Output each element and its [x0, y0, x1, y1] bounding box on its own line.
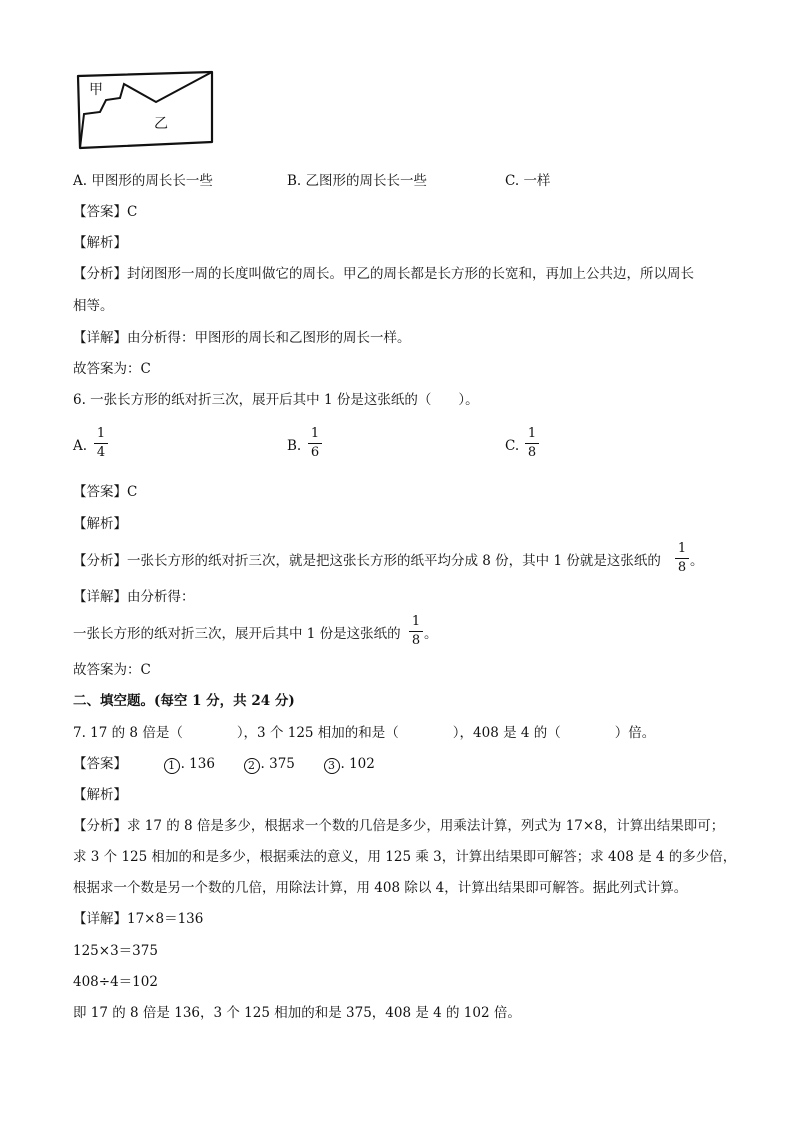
q6-line-frac [409, 615, 423, 648]
q5-analysis-title: 【解析】 [73, 235, 127, 251]
q7-xiangjie-tag: 【详解】 [73, 911, 127, 927]
q5-option-a-letter: A. [73, 173, 88, 189]
q6-option-c-den: 8 [527, 445, 537, 460]
q7-calc2: 125×3＝375 [73, 943, 158, 959]
q5-xiangjie-text: 由分析得：甲图形的周长和乙图形的周长一样。 [127, 330, 411, 346]
q6-option-a-frac [94, 427, 108, 460]
q6-option-a-letter: A. [73, 438, 88, 454]
q6-answer-tag: 【答案】 [73, 484, 127, 500]
q7-fenxi-line3: 根据求一个数是另一个数的几倍，用除法计算，用 408 除以 4，计算出结果即可解答。据此列式计算。 [73, 880, 688, 896]
q7-fenxi-line2: 求 3 个 125 相加的和是多少，根据乘法的意义，用 125 乘 3，计算出结果即可解答；求 408 是 4 的多少倍， [73, 849, 737, 865]
q7-answer-mark-2: 2 [244, 758, 260, 774]
q6-final: 故答案为：C [73, 662, 151, 678]
q6-xiangjie-tag: 【详解】 [73, 589, 127, 605]
q7-xiangjie [73, 910, 203, 928]
q5-option-a-text: 甲图形的周长长一些 [91, 173, 213, 189]
q5-answer-tag: 【答案】 [73, 204, 127, 220]
q7-analysis-title: 【解析】 [73, 787, 127, 803]
q6-option-b-frac [308, 427, 322, 460]
q6-analysis-title: 【解析】 [73, 516, 127, 532]
label-yi: 乙 [154, 116, 168, 132]
q6-line-frac-num: 1 [411, 614, 421, 629]
q6-line-frac-den: 8 [411, 633, 421, 648]
section2-title: 二、填空题。(每空 1 分，共 24 分) [73, 693, 295, 709]
q6-option-c-num: 1 [527, 426, 537, 441]
q6-answer-value: C [127, 484, 138, 500]
q5-option-b [287, 172, 427, 190]
q6-fenxi-text: 一张长方形的纸对折三次，就是把这张长方形的纸平均分成 8 份，其中 1 份就是这张纸的 [127, 553, 661, 569]
q5-fenxi-tag: 【分析】 [73, 266, 127, 282]
q6-xiangjie [73, 588, 195, 606]
label-jia: 甲 [89, 82, 103, 98]
q6-option-c-frac [525, 427, 539, 460]
q5-option-c-text: 一样 [523, 173, 551, 189]
q7-answer-mark-1: 1 [164, 758, 180, 774]
q7-answer-2: . 375 [260, 756, 295, 772]
q6-option-b-letter: B. [287, 438, 302, 454]
q7-calc1: 17×8＝136 [127, 911, 204, 927]
q5-xiangjie-tag: 【详解】 [73, 330, 127, 346]
q6-xiangjie-text: 由分析得： [127, 589, 195, 605]
q7-answer-1: . 136 [180, 756, 215, 772]
q5-option-b-letter: B. [287, 173, 302, 189]
q7-answer-mark-3: 3 [324, 758, 340, 774]
q5-xiangjie [73, 329, 411, 347]
q6-fenxi-frac-num: 1 [677, 541, 687, 556]
q6-option-c-letter: C. [505, 438, 520, 454]
q6-fenxi-frac [675, 542, 689, 575]
q5-fenxi-line1 [73, 265, 694, 283]
q7-answer-tag: 【答案】 [73, 756, 127, 772]
q5-answer-value: C [127, 204, 138, 220]
q5-option-c-letter: C. [505, 173, 520, 189]
q6-option-a-den: 4 [96, 445, 106, 460]
q6-answer [73, 483, 137, 501]
q7-fenxi-text1: 求 17 的 8 倍是多少，根据求一个数的几倍是多少，用乘法计算，列式为 17×8，计算出结果即可； [127, 818, 725, 834]
q6-fenxi-tag: 【分析】 [73, 553, 127, 569]
q7-fenxi-line1 [73, 817, 724, 835]
q6-fenxi [73, 552, 661, 570]
q5-option-b-text: 乙图形的周长长一些 [305, 173, 428, 189]
q7-calc3: 408÷4＝102 [73, 974, 158, 990]
q6-fenxi-frac-den: 8 [677, 560, 687, 575]
q7-summary: 即 17 的 8 倍是 136，3 个 125 相加的和是 375，408 是 4 的 102 倍。 [73, 1005, 521, 1021]
perimeter-figure [70, 66, 220, 156]
q6-option-b-den: 6 [310, 445, 320, 460]
q5-fenxi-text1: 封闭图形一周的长度叫做它的周长。甲乙的周长都是长方形的长宽和，再加上公共边，所以周长 [127, 266, 694, 282]
q5-answer [73, 203, 137, 221]
q6-line-end: 。 [424, 626, 438, 642]
q5-final: 故答案为：C [73, 361, 151, 377]
q7-answer-3: . 102 [340, 756, 375, 772]
q7-question: 7. 17 的 8 倍是（ ），3 个 125 相加的和是（ ），408 是 4 的（ ）倍。 [73, 725, 656, 741]
q6-line: 一张长方形的纸对折三次，展开后其中 1 份是这张纸的 [73, 626, 401, 642]
q6-option-a-num: 1 [96, 426, 106, 441]
q5-option-c [505, 172, 550, 190]
q5-fenxi-line2: 相等。 [73, 298, 114, 314]
q7-fenxi-tag: 【分析】 [73, 818, 127, 834]
q5-option-a [73, 172, 213, 190]
q6-question: 6. 一张长方形的纸对折三次，展开后其中 1 份是这张纸的（ ）。 [73, 392, 479, 408]
q6-fenxi-end: 。 [690, 553, 704, 569]
q7-answer [73, 755, 375, 774]
q6-option-b-num: 1 [310, 426, 320, 441]
